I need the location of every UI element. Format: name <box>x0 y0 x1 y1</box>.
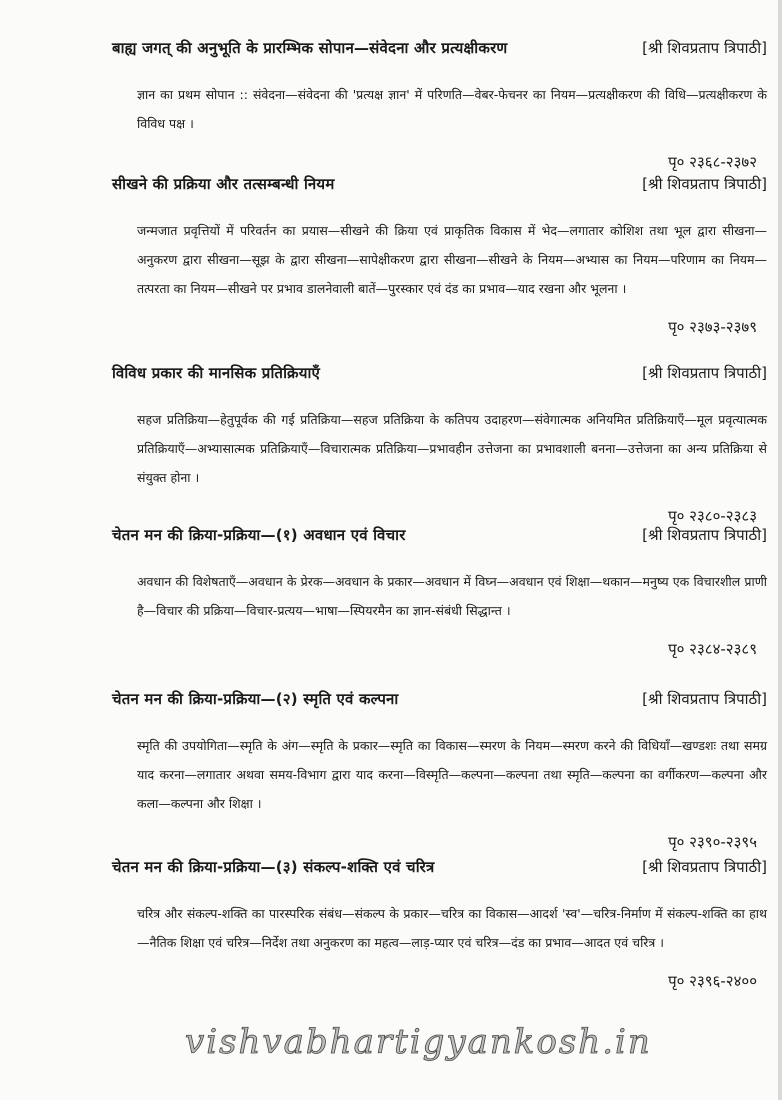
entry-author: [श्री शिवप्रताप त्रिपाठी] <box>642 39 767 57</box>
toc-entry <box>112 525 767 659</box>
entry-summary: स्मृति की उपयोगिता—स्मृति के अंग—स्मृति के प्रकार—स्मृति का विकास—स्मरण के नियम—स्मरण करने की विधियाँ—खण्डशः तथा समग्र याद करना—लगातार अथवा समय-विभाग द्वारा याद करना—विस्मृति—कल्पना—कल्पना तथा स्मृति—कल्पना का वर्गीकरण—कल्पना और कला—कल्पना और शिक्षा । <box>137 738 767 811</box>
toc-entry <box>112 174 767 337</box>
entry-author: [श्री शिवप्रताप त्रिपाठी] <box>642 858 767 876</box>
entry-pages: पृ० २३९६-२४०० <box>668 972 757 990</box>
entry-summary: सहज प्रतिक्रिया—हेतुपूर्वक की गई प्रतिक्रिया—सहज प्रतिक्रिया के कतिपय उदाहरण—संवेगात्मक अनियमित प्रतिक्रियाएँ—मूल प्रवृत्यात्मक प्रतिक्रियाएँ—अभ्यासात्मक प्रतिक्रियाएँ—विचारात्मक प्रतिक्रिया—प्रभावहीन उत्तेजना का प्रभावशाली बनना—उत्तेजना का अन्य प्रतिक्रिया से संयुक्त होना । <box>137 412 767 485</box>
entry-pages: पृ० २३८०-२३८३ <box>668 507 757 525</box>
entry-pages: पृ० २३८४-२३८९ <box>668 640 757 658</box>
entry-pages: पृ० २३९०-२३९५ <box>668 833 757 851</box>
scan-edge <box>778 0 782 1100</box>
toc-entry <box>112 689 767 852</box>
entry-title: चेतन मन की क्रिया-प्रक्रिया—(२) स्मृति एवं कल्पना <box>112 690 399 708</box>
entry-title: बाह्य जगत् की अनुभूति के प्रारम्भिक सोपान—संवेदना और प्रत्यक्षीकरण <box>112 39 508 57</box>
entry-title: सीखने की प्रक्रिया और तत्सम्बन्धी नियम <box>112 175 335 193</box>
entry-summary: चरित्र और संकल्प-शक्ति का पारस्परिक संबंध—संकल्प के प्रकार—चरित्र का विकास—आदर्श 'स्व'—चरित्र-निर्माण में संकल्प-शक्ति का हाथ—नैतिक शिक्षा एवं चरित्र—निर्देश तथा अनुकरण का महत्व—लाड़-प्यार एवं चरित्र—दंड का प्रभाव—आदत एवं चरित्र । <box>137 906 767 950</box>
entry-author: [श्री शिवप्रताप त्रिपाठी] <box>642 690 767 708</box>
entry-title: चेतन मन की क्रिया-प्रक्रिया—(१) अवधान एवं विचार <box>112 526 406 544</box>
entry-summary: ज्ञान का प्रथम सोपान :: संवेदना—संवेदना की 'प्रत्यक्ष ज्ञान' में परिणति—वेबर-फेचनर का नियम—प्रत्यक्षीकरण की विधि—प्रत्यक्षीकरण के विविध पक्ष । <box>137 87 767 131</box>
entry-title: विविध प्रकार की मानसिक प्रतिक्रियाएँ <box>112 364 321 382</box>
toc-entry <box>112 38 767 172</box>
entry-author: [श्री शिवप्रताप त्रिपाठी] <box>642 364 767 382</box>
watermark: vishvabhartigyankosh.in <box>185 1022 652 1062</box>
toc-entry <box>112 857 767 991</box>
entry-author: [श्री शिवप्रताप त्रिपाठी] <box>642 526 767 544</box>
toc-entry <box>112 363 767 526</box>
entry-summary: अवधान की विशेषताएँ—अवधान के प्रेरक—अवधान के प्रकार—अवधान में विघ्न—अवधान एवं शिक्षा—थकान—मनुष्य एक विचारशील प्राणी है—विचार की प्रक्रिया—विचार-प्रत्यय—भाषा—स्पियरमैन का ज्ञान-संबंधी सिद्धान्त । <box>137 574 767 618</box>
entry-pages: पृ० २३६८-२३७२ <box>668 153 757 171</box>
entry-pages: पृ० २३७३-२३७९ <box>668 318 757 336</box>
entry-author: [श्री शिवप्रताप त्रिपाठी] <box>642 175 767 193</box>
entry-summary: जन्मजात प्रवृत्तियों में परिवर्तन का प्रयास—सीखने की क्रिया एवं प्राकृतिक विकास में भेद—लगातार कोशिश तथा भूल द्वारा सीखना—अनुकरण द्वारा सीखना—सूझ के द्वारा सीखना—सापेक्षीकरण द्वारा सीखना—सीखने के नियम—अभ्यास का नियम—परिणाम का नियम—तत्परता का नियम—सीखने पर प्रभाव डालनेवाली बातें—पुरस्कार एवं दंड का प्रभाव—याद रखना और भूलना । <box>137 223 767 296</box>
entry-title: चेतन मन की क्रिया-प्रक्रिया—(३) संकल्प-शक्ति एवं चरित्र <box>112 858 435 876</box>
